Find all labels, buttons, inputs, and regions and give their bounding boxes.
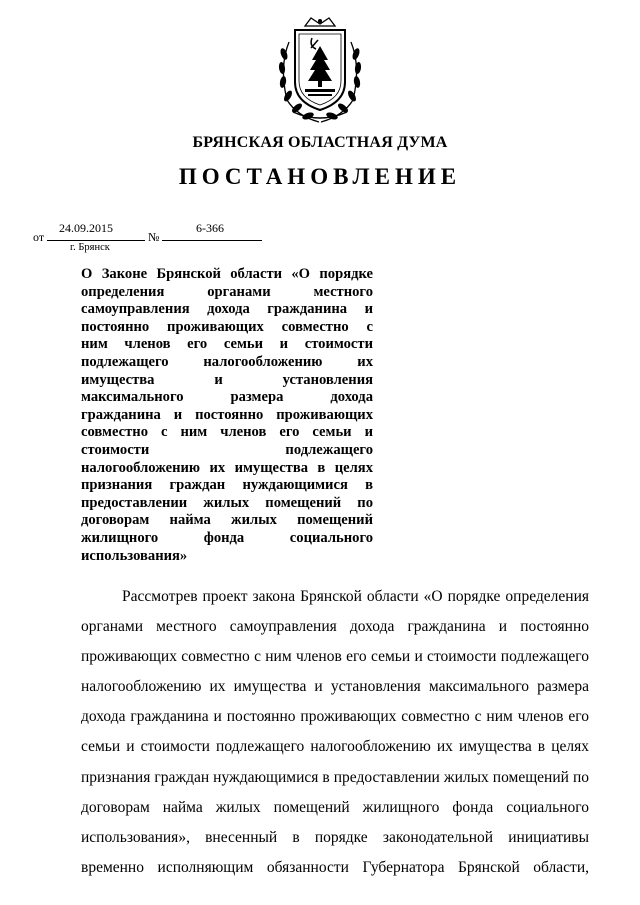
title-line: имущества и установления: [81, 371, 373, 388]
body-line: органами местного самоуправления дохода гражданина и постоянно: [81, 618, 589, 636]
number-underline: [162, 240, 262, 241]
body-line: договорам найма жилых помещений жилищного фонда социального: [81, 798, 589, 816]
title-line: подлежащего налогообложению их: [81, 353, 373, 370]
title-line: договорам найма жилых помещений: [81, 512, 373, 529]
coat-of-arms-emblem: [275, 12, 365, 124]
body-line: временно исполняющим обязанности Губернатора Брянской области,: [81, 858, 589, 876]
body-line: дохода гражданина и постоянно проживающих совместно с ним членов его: [81, 708, 589, 726]
body-line: семьи и стоимости подлежащего налогообложению их имущества в целях: [81, 738, 589, 756]
title-line: жилищного фонда социального: [81, 529, 373, 546]
body-line: использования», внесенный в порядке законодательной инициативы: [81, 828, 589, 846]
body-line: признания граждан нуждающимися в предоставлении жилых помещений по: [81, 768, 589, 786]
title-line: самоуправления дохода гражданина и: [81, 301, 373, 318]
document-subject-title: [81, 266, 373, 565]
title-line: О Законе Брянской области «О порядке: [81, 266, 373, 282]
body-paragraph: [81, 582, 589, 883]
date-prefix: от: [33, 230, 45, 244]
document-date: 24.09.2015: [59, 221, 113, 235]
document-number: 6-366: [196, 221, 224, 235]
title-line: гражданина и постоянно проживающих: [81, 406, 373, 423]
title-line: признания граждан нуждающимися в: [81, 477, 373, 494]
number-prefix: №: [148, 230, 160, 244]
title-line: постоянно проживающих совместно с: [81, 318, 373, 335]
title-line: ним членов его семьи и стоимости: [81, 336, 373, 353]
title-line: максимального размера дохода: [81, 389, 373, 406]
body-line: проживающих совместно с ним членов его семьи и стоимости подлежащего: [81, 648, 589, 666]
body-line: налогообложению их имущества и установления максимального размера: [81, 678, 589, 696]
date-underline: [47, 240, 145, 241]
organization-title: БРЯНСКАЯ ОБЛАСТНАЯ ДУМА: [192, 134, 448, 151]
title-line: налогообложению их имущества в целях: [81, 459, 373, 476]
body-line: Рассмотрев проект закона Брянской области «О порядке определения: [122, 588, 589, 605]
title-line: определения органами местного: [81, 283, 373, 300]
document-type-heading: ПОСТАНОВЛЕНИЕ: [178, 164, 462, 189]
title-line: стоимости подлежащего: [81, 441, 373, 458]
title-line: предоставлении жилых помещений по: [81, 494, 373, 511]
title-line: совместно с ним членов его семьи и: [81, 424, 373, 441]
title-line: использования»: [81, 547, 188, 564]
city-label: г. Брянск: [70, 242, 110, 253]
